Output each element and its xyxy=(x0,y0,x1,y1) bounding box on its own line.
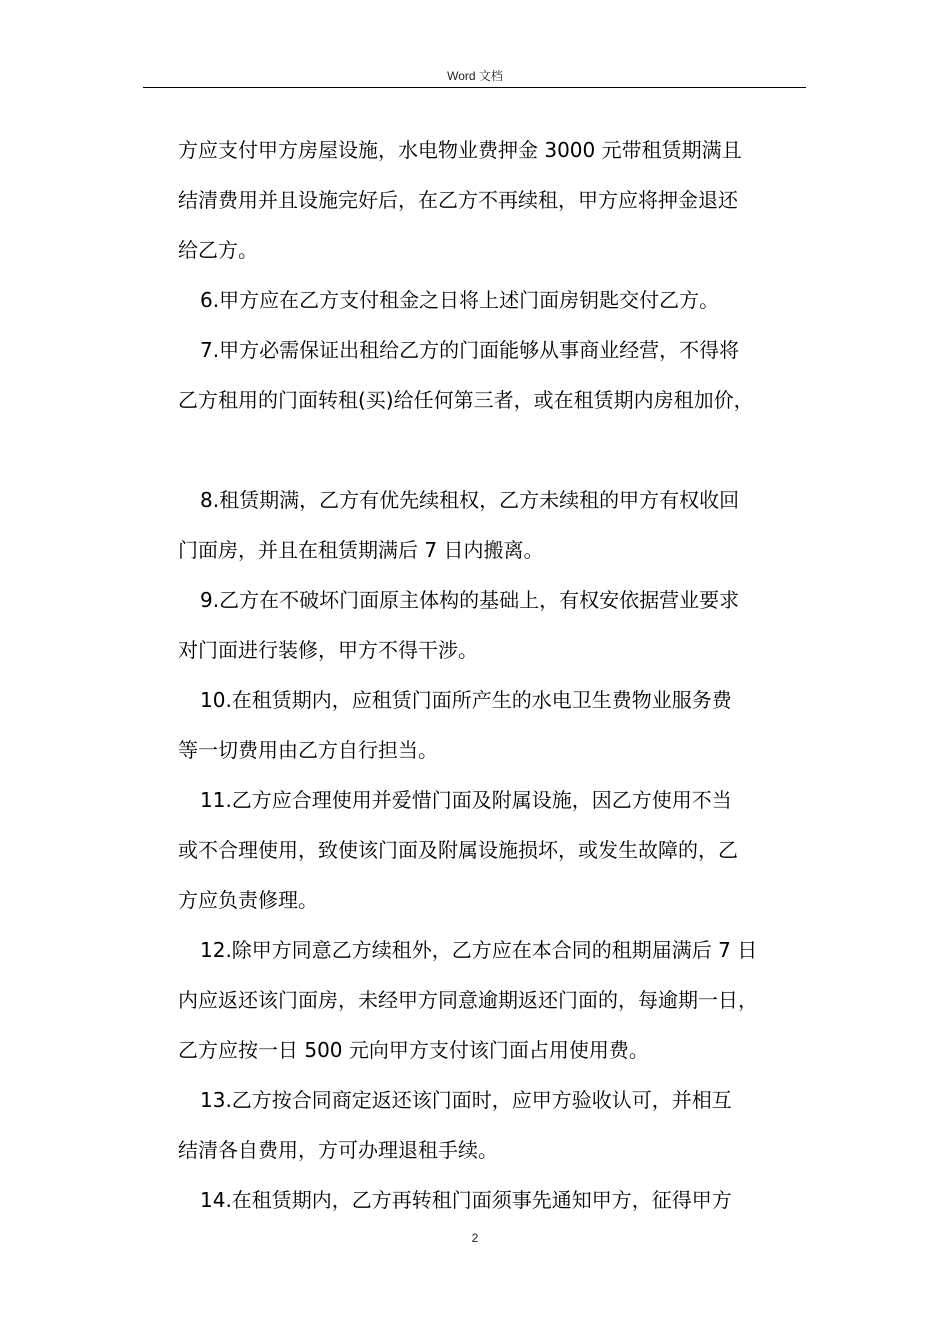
clause-7-line: 7.甲方必需保证出租给乙方的门面能够从事商业经营，不得将 xyxy=(200,338,740,362)
body-line: 给乙方。 xyxy=(178,238,258,262)
body-line: 门面房，并且在租赁期满后 7 日内搬离。 xyxy=(178,538,544,562)
clause-10-line: 10.在租赁期内，应租赁门面所产生的水电卫生费物业服务费 xyxy=(200,688,732,712)
clause-13-line: 13.乙方按合同商定返还该门面时，应甲方验收认可，并相互 xyxy=(200,1088,732,1112)
clause-12-line: 12.除甲方同意乙方续租外，乙方应在本合同的租期届满后 7 日 xyxy=(200,938,758,962)
body-line: 对门面进行装修，甲方不得干涉。 xyxy=(178,638,478,662)
body-line: 乙方租用的门面转租(买)给任何第三者，或在租赁期内房租加价， xyxy=(178,388,754,412)
clause-8-line: 8.租赁期满，乙方有优先续租权，乙方未续租的甲方有权收回 xyxy=(200,488,740,512)
body-line: 等一切费用由乙方自行担当。 xyxy=(178,738,438,762)
clause-14-line: 14.在租赁期内，乙方再转租门面须事先通知甲方，征得甲方 xyxy=(200,1188,732,1212)
body-line: 乙方应按一日 500 元向甲方支付该门面占用使用费。 xyxy=(178,1038,649,1062)
body-line: 或不合理使用，致使该门面及附属设施损坏，或发生故障的，乙 xyxy=(178,838,738,862)
body-line: 内应返还该门面房，未经甲方同意逾期返还门面的，每逾期一日， xyxy=(178,988,758,1012)
body-line: 结清各自费用，方可办理退租手续。 xyxy=(178,1138,498,1162)
clause-6-line: 6.甲方应在乙方支付租金之日将上述门面房钥匙交付乙方。 xyxy=(200,288,720,312)
page-header: Word 文档 xyxy=(447,69,503,83)
header-divider xyxy=(143,87,806,88)
body-line: 方应负责修理。 xyxy=(178,888,318,912)
page-number: 2 xyxy=(471,1231,479,1245)
body-line: 结清费用并且设施完好后，在乙方不再续租，甲方应将押金退还 xyxy=(178,188,738,212)
clause-9-line: 9.乙方在不破坏门面原主体构的基础上，有权安依据营业要求 xyxy=(200,588,740,612)
clause-11-line: 11.乙方应合理使用并爱惜门面及附属设施，因乙方使用不当 xyxy=(200,788,732,812)
body-line: 方应支付甲方房屋设施，水电物业费押金 3000 元带租赁期满且 xyxy=(178,138,742,162)
